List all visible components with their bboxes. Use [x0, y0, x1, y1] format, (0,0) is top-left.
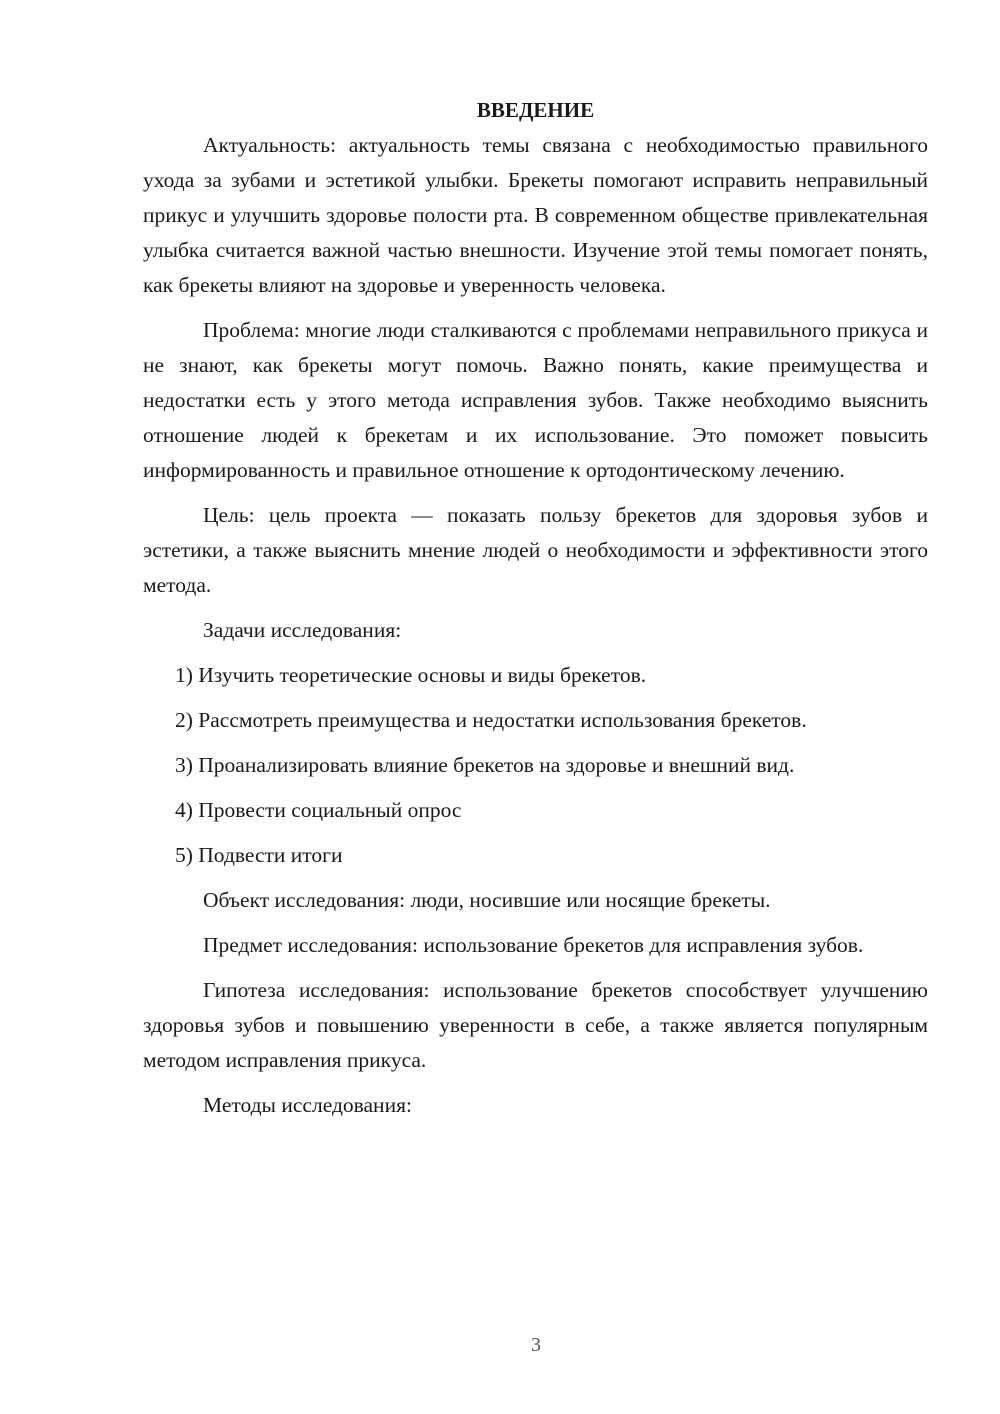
methods-heading: Методы исследования: — [203, 1093, 412, 1117]
page-content — [143, 93, 928, 1123]
relevance-paragraph: Актуальность: актуальность темы связана с необходимостью правильного ухода за зубами и эстетикой улыбки. Брекеты помогают исправить неправильный прикус и улучшить здоровье полости рта. В современном обществе привлекательная улыбка считается важной частью внешности. Изучение этой темы помогает понять, как брекеты влияют на здоровье и уверенность человека. — [143, 133, 928, 297]
subject-paragraph: Предмет исследования: использование брекетов для исправления зубов. — [203, 933, 864, 957]
task-item: 4) Провести социальный опрос — [175, 798, 462, 822]
problem-paragraph: Проблема: многие люди сталкиваются с проблемами неправильного прикуса и не знают, как брекеты могут помочь. Важно понять, какие преимущества и недостатки есть у этого метода исправления зубов. Также необходимо выяснить отношение людей к брекетам и их использование. Это поможет повысить информированность и правильное отношение к ортодонтическому лечению. — [143, 318, 928, 482]
hypothesis-paragraph: Гипотеза исследования: использование брекетов способствует улучшению здоровья зубов и повышению уверенности в себе, а также является популярным методом исправления прикуса. — [143, 978, 928, 1072]
task-item: 5) Подвести итоги — [175, 843, 343, 867]
task-item: 2) Рассмотреть преимущества и недостатки использования брекетов. — [175, 708, 807, 732]
section-title: ВВЕДЕНИЕ — [476, 98, 595, 122]
task-item: 3) Проанализировать влияние брекетов на здоровье и внешний вид. — [175, 753, 795, 777]
object-paragraph: Объект исследования: люди, носившие или носящие брекеты. — [203, 888, 771, 912]
goal-paragraph: Цель: цель проекта — показать пользу брекетов для здоровья зубов и эстетики, а также выяснить мнение людей о необходимости и эффективности этого метода. — [143, 503, 928, 597]
tasks-list — [143, 658, 928, 873]
tasks-heading: Задачи исследования: — [203, 618, 402, 642]
page-number: 3 — [531, 1334, 541, 1356]
task-item: 1) Изучить теоретические основы и виды брекетов. — [175, 663, 647, 687]
